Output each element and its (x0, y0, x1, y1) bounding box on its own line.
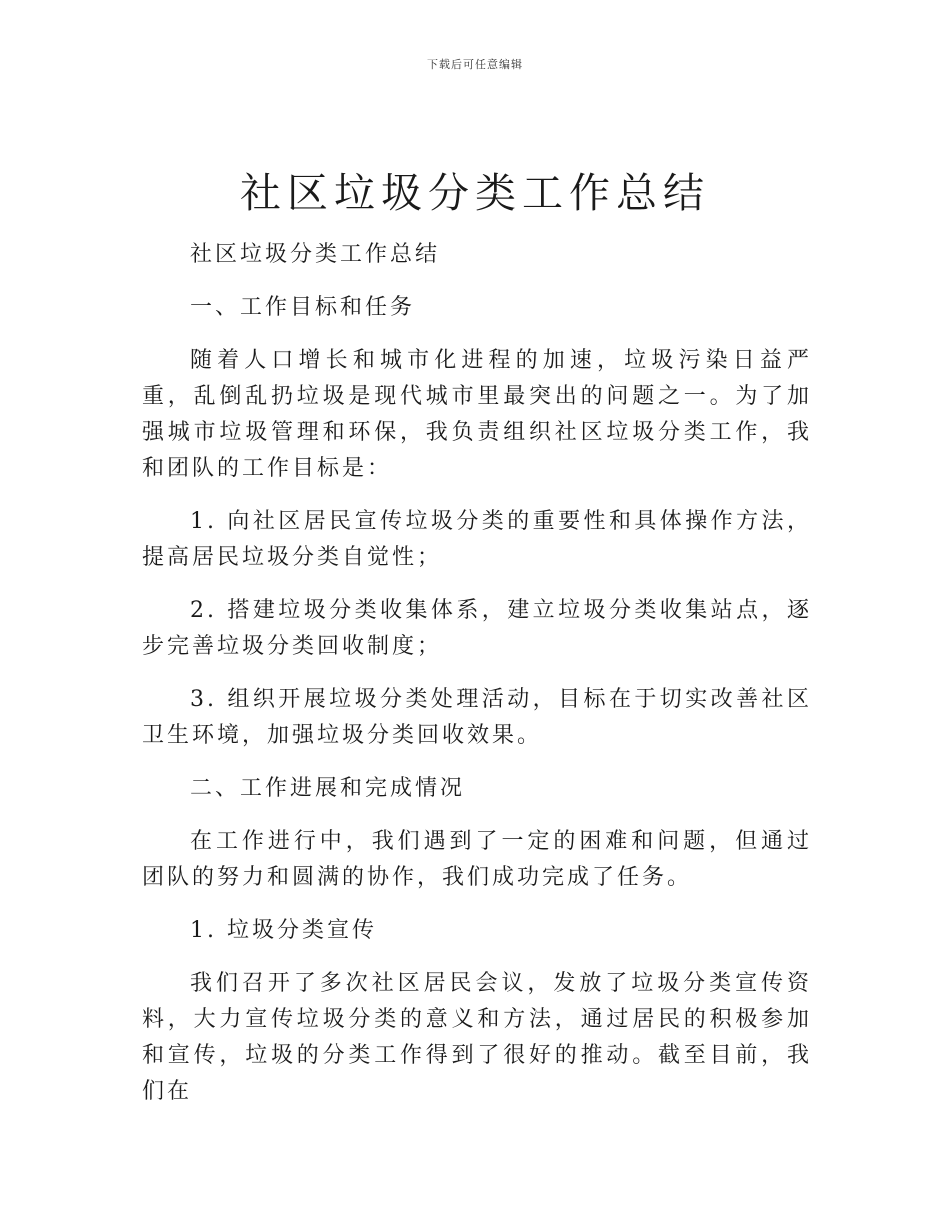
subtitle-paragraph: 社区垃圾分类工作总结 (190, 242, 441, 267)
body-paragraph: 我们召开了多次社区居民会议，发放了垃圾分类宣传资料，大力宣传垃圾分类的意义和方法，通过居民的积极参加和宣传，垃圾的分类工作得到了很好的推动。截至目前，我们在 (142, 971, 812, 1104)
section-heading-progress: 二、工作进展和完成情况 (190, 776, 466, 801)
body-paragraph: 随着人口增长和城市化进程的加速，垃圾污染日益严重，乱倒乱扔垃圾是现代城市里最突出的问题之一。为了加强城市垃圾管理和环保，我负责组织社区垃圾分类工作，我和团队的工作目标是： (142, 348, 812, 481)
page-header-note: 下载后可任意编辑 (427, 58, 523, 71)
document-title: 社区垃圾分类工作总结 (240, 169, 710, 217)
body-paragraph: 在工作进行中，我们遇到了一定的困难和问题，但通过团队的努力和圆满的协作，我们成功完成了任务。 (142, 829, 812, 890)
list-item-goal-2: 2. 搭建垃圾分类收集体系，建立垃圾分类收集站点，逐步完善垃圾分类回收制度； (142, 598, 812, 659)
document-body (142, 237, 812, 1127)
subsection-heading-publicity: 1. 垃圾分类宣传 (190, 918, 377, 943)
section-heading-goals: 一、工作目标和任务 (190, 295, 416, 320)
list-item-goal-3: 3. 组织开展垃圾分类处理活动，目标在于切实改善社区卫生环境，加强垃圾分类回收效果。 (142, 687, 812, 748)
list-item-goal-1: 1. 向社区居民宣传垃圾分类的重要性和具体操作方法，提高居民垃圾分类自觉性； (142, 509, 812, 570)
